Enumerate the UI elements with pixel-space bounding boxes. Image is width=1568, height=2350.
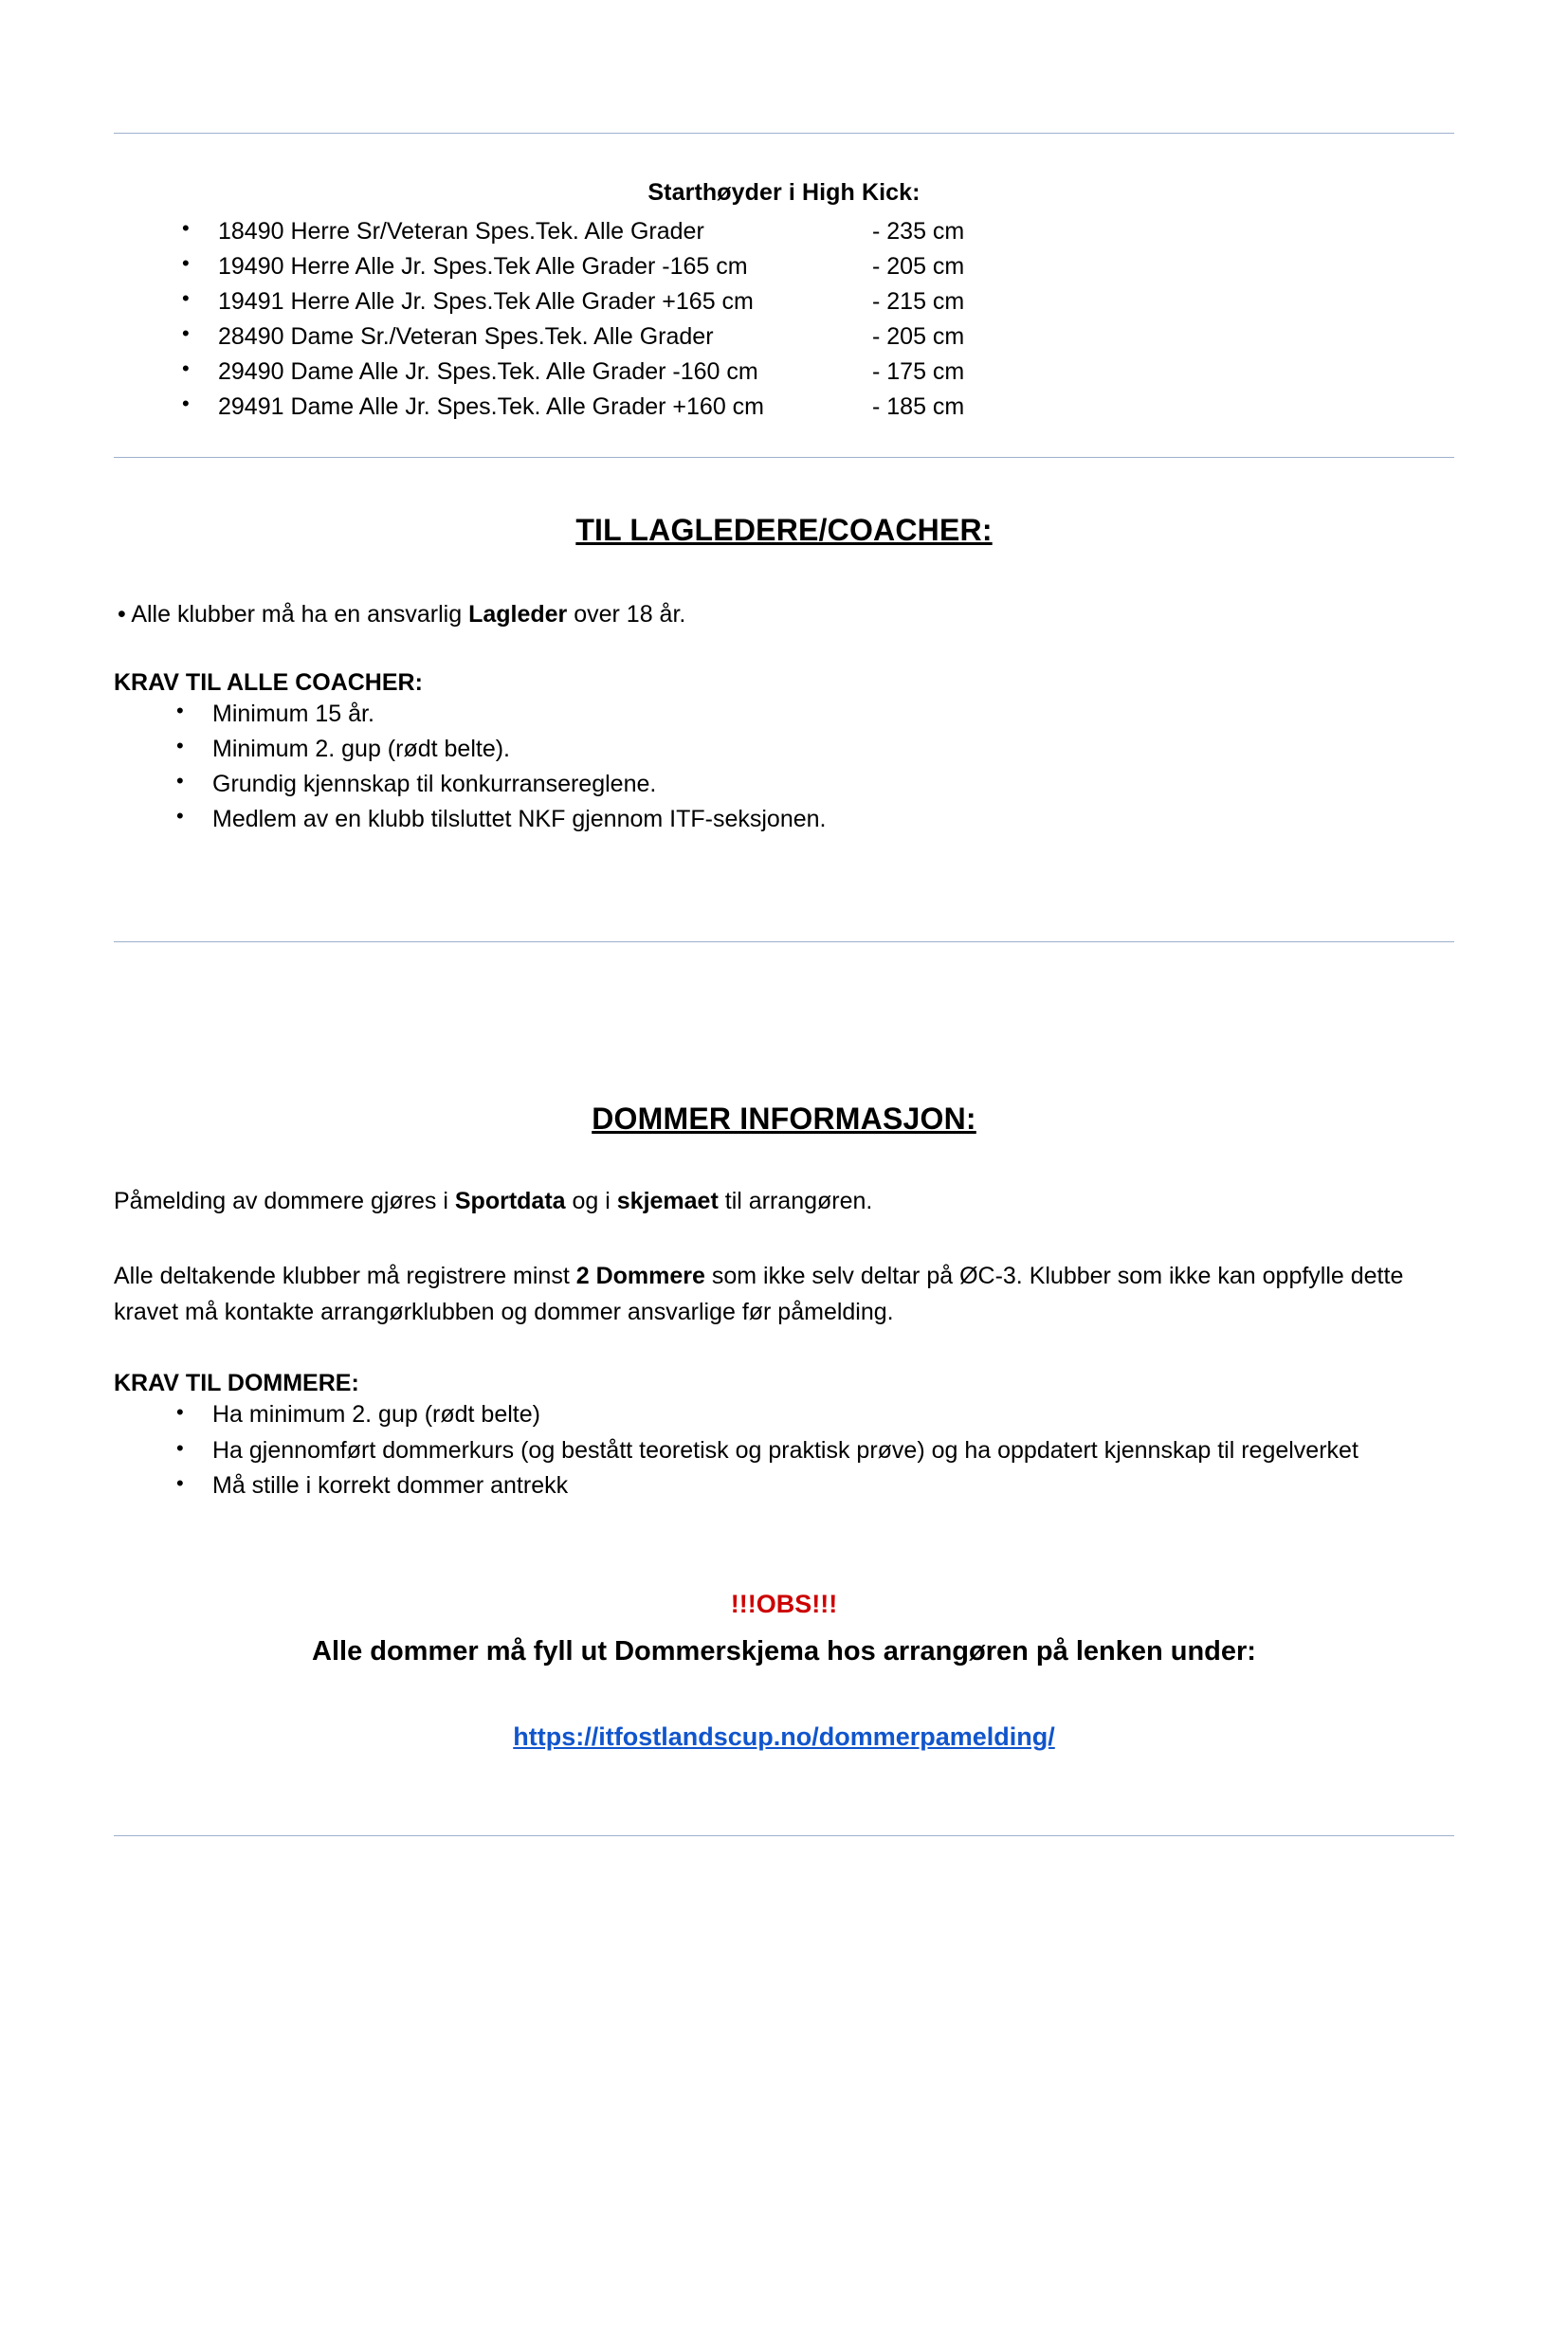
referee-intro-post: til arrangøren.	[718, 1187, 873, 1214]
referee-intro-pre: Påmelding av dommere gjøres i	[114, 1187, 455, 1214]
list-item: • Ha gjennomført dommerkurs (og bestått teoretisk og praktisk prøve) og ha oppdatert kjennskap til regelverket	[114, 1433, 1454, 1469]
list-item: • Ha minimum 2. gup (rødt belte)	[114, 1397, 1454, 1433]
page-title-referees: DOMMER INFORMASJON:	[592, 1101, 976, 1136]
height-label: 29491 Dame Alle Jr. Spes.Tek. Alle Grader +160 cm	[218, 393, 765, 420]
referee-intro-bold-sportdata: Sportdata	[454, 1187, 566, 1214]
lagleder-paragraph	[114, 597, 1454, 633]
list-item: • Grundig kjennskap til konkurransereglene.	[114, 767, 1454, 802]
list-item: • Minimum 15 år.	[114, 697, 1454, 732]
referee-intro-mid: og i	[565, 1187, 617, 1214]
list-item: • Minimum 2. gup (rødt belte).	[114, 732, 1454, 767]
height-label: 18490 Herre Sr/Veteran Spes.Tek. Alle Grader	[218, 218, 704, 245]
list-item	[114, 355, 1454, 390]
obs-instruction: Alle dommer må fyll ut Dommerskjema hos arrangøren på lenken under:	[312, 1635, 1256, 1667]
referee-intro-paragraph	[114, 1184, 1454, 1220]
heights-title: Starthøyder i High Kick:	[647, 179, 921, 206]
referee-requirements-list	[114, 1397, 1454, 1504]
referee-paragraph-post: som ikke selv deltar på ØC-3. Klubber som ikke kan oppfylle dette kravet må kontakte arrangørklubben og dommer ansvarlige før påmelding.	[114, 1263, 1404, 1325]
referee-form-link[interactable]: https://itfostlandscup.no/dommerpamelding/	[513, 1722, 1055, 1751]
height-label: 28490 Dame Sr./Veteran Spes.Tek. Alle Grader	[218, 323, 714, 350]
height-label: 19491 Herre Alle Jr. Spes.Tek Alle Grader +165 cm	[218, 288, 754, 315]
height-label: 19490 Herre Alle Jr. Spes.Tek Alle Grader -165 cm	[218, 253, 748, 280]
list-item: • Medlem av en klubb tilsluttet NKF gjennom ITF-seksjonen.	[114, 802, 1454, 837]
referee-intro-bold-skjemaet: skjemaet	[616, 1187, 719, 1214]
coach-requirements-list	[114, 697, 1454, 837]
coaches-section	[0, 458, 1568, 941]
list-item	[114, 284, 1454, 319]
lagleder-text-pre: • Alle klubber må ha en ansvarlig	[118, 601, 469, 628]
height-value: - 235 cm	[872, 218, 965, 245]
referee-form-link-wrap	[114, 1722, 1454, 1752]
spacer	[114, 942, 1454, 1102]
lagleder-text-bold: Lagleder	[468, 601, 568, 628]
height-value: - 185 cm	[872, 393, 965, 420]
referee-section	[0, 942, 1568, 1752]
list-item	[114, 319, 1454, 355]
list-item: • Må stille i korrekt dommer antrekk	[114, 1468, 1454, 1504]
page-title-coaches: TIL LAGLEDERE/COACHER:	[575, 513, 993, 547]
referee-requirement-paragraph	[114, 1259, 1454, 1330]
spacer	[114, 837, 1454, 941]
referee-paragraph-pre: Alle deltakende klubber må registrere minst	[114, 1263, 576, 1289]
divider-bottom	[114, 1835, 1454, 1836]
height-value: - 175 cm	[872, 358, 965, 385]
coaches-heading-wrap	[114, 458, 1454, 548]
list-item	[114, 390, 1454, 425]
lagleder-text-post: over 18 år.	[567, 601, 686, 628]
document-content	[0, 179, 1568, 425]
document-page	[0, 133, 1568, 2350]
height-value: - 215 cm	[872, 288, 965, 315]
referee-paragraph-bold: 2 Dommere	[575, 1263, 705, 1289]
height-label: 29490 Dame Alle Jr. Spes.Tek. Alle Grader -160 cm	[218, 358, 758, 385]
height-value: - 205 cm	[872, 253, 965, 280]
height-value: - 205 cm	[872, 323, 965, 350]
referee-requirements-title: KRAV TIL DOMMERE:	[114, 1370, 359, 1396]
coach-requirements-title: KRAV TIL ALLE COACHER:	[114, 668, 423, 696]
heights-list	[114, 214, 1454, 425]
list-item	[114, 214, 1454, 249]
divider-top	[114, 133, 1454, 134]
list-item	[114, 249, 1454, 284]
obs-alert: !!!OBS!!!	[730, 1589, 838, 1618]
